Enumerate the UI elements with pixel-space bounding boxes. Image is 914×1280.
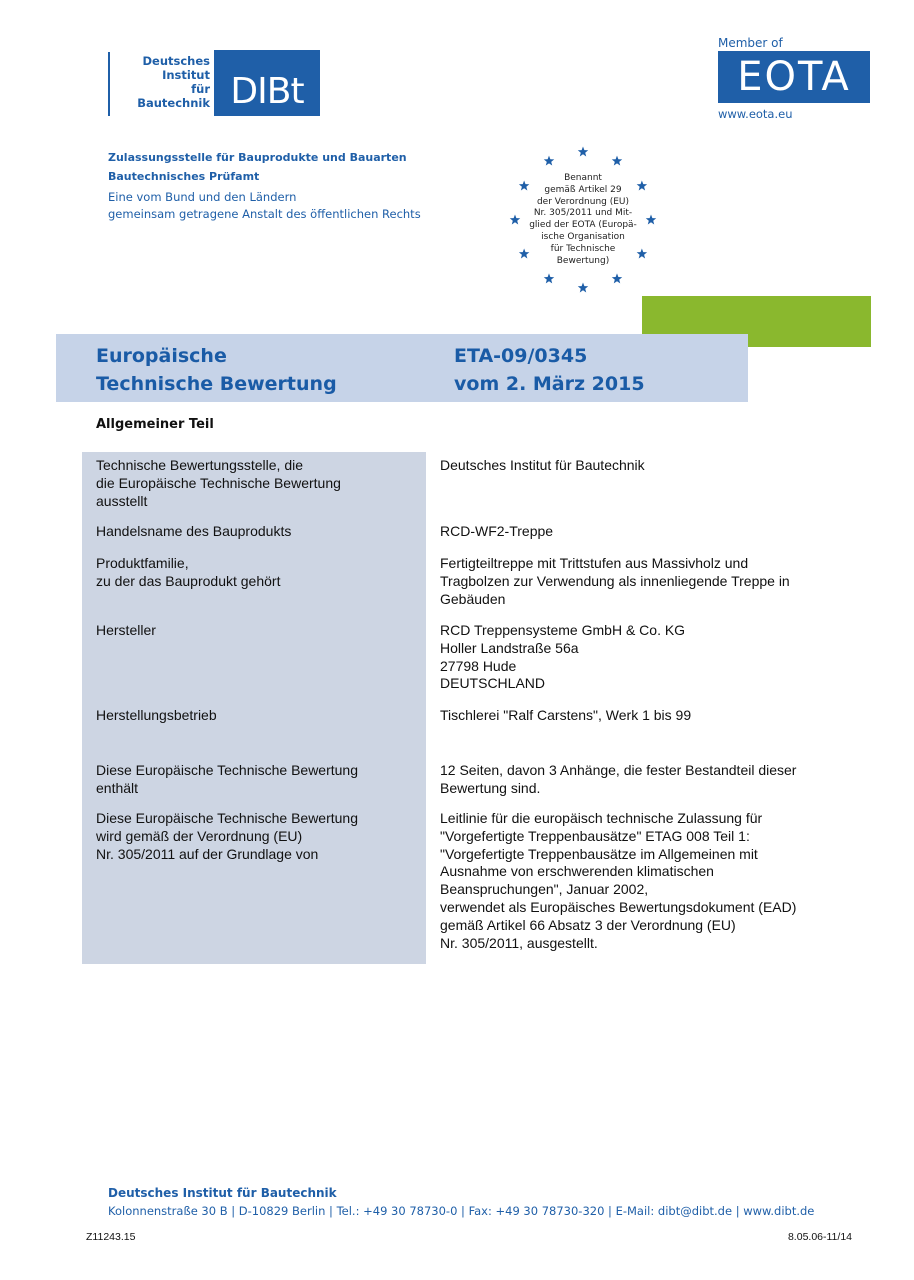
seal-line: glied der EOTA (Europä- bbox=[529, 220, 637, 231]
value-line: RCD Treppensysteme GmbH & Co. KG bbox=[440, 622, 686, 638]
footer-address: Kolonnenstraße 30 B | D-10829 Berlin | Tel.: +49 30 78730-0 | Fax: +49 30 78730-320 | E-Mail: dibt@dibt.de | www.dibt.de bbox=[108, 1204, 815, 1218]
label-line: Diese Europäische Technische Bewertung bbox=[96, 762, 359, 778]
value-line: Ausnahme von erschwerenden klimatischen bbox=[440, 863, 714, 880]
label-line: Hersteller bbox=[96, 622, 156, 638]
footer bbox=[108, 1184, 814, 1220]
star-icon bbox=[612, 273, 622, 283]
star-icon bbox=[544, 273, 554, 283]
institution-line: Bautechnisches Prüfamt bbox=[108, 170, 260, 183]
row-value-assessment-body bbox=[440, 457, 860, 475]
dibt-logo-text bbox=[118, 54, 210, 110]
label-line: Diese Europäische Technische Bewertung bbox=[96, 810, 359, 826]
seal-line: ische Organisation bbox=[541, 231, 625, 242]
section-heading: Allgemeiner Teil bbox=[96, 417, 214, 432]
seal-text bbox=[518, 173, 648, 267]
value-line: verwendet als Europäisches Bewertungsdokument (EAD) bbox=[440, 898, 797, 915]
star-icon bbox=[578, 283, 588, 293]
dibt-logo-mark: DIBt bbox=[214, 50, 320, 116]
value-line: Gebäuden bbox=[440, 590, 506, 607]
document-number bbox=[454, 342, 645, 398]
dibt-logo-line: für bbox=[191, 82, 210, 96]
logo-divider bbox=[108, 52, 110, 116]
row-label-contents bbox=[96, 762, 416, 798]
value-line: Tragbolzen zur Verwendung als innenliegende Treppe in bbox=[440, 572, 790, 589]
star-icon bbox=[578, 147, 588, 157]
row-value-contents bbox=[440, 762, 860, 798]
institution-line: Eine vom Bund und den Ländern bbox=[108, 190, 297, 204]
dibt-logo-line: Bautechnik bbox=[137, 96, 210, 110]
eota-seal bbox=[498, 140, 668, 310]
dibt-logo-line: Institut bbox=[162, 68, 210, 82]
value-line: "Vorgefertigte Treppenbausätze" ETAG 008 Teil 1: bbox=[440, 827, 750, 844]
eota-member-label: Member of bbox=[718, 36, 783, 50]
value-line: 27798 Hude bbox=[440, 657, 517, 674]
label-line: die Europäische Technische Bewertung bbox=[96, 474, 341, 491]
label-line: Herstellungsbetrieb bbox=[96, 707, 217, 723]
seal-line: für Technische bbox=[550, 243, 616, 254]
eta-date: vom 2. März 2015 bbox=[454, 373, 645, 395]
row-value-product-family bbox=[440, 555, 860, 608]
row-value-manufacturer bbox=[440, 622, 860, 693]
row-value-plant bbox=[440, 707, 860, 725]
row-value-trade-name bbox=[440, 523, 860, 541]
eota-url: www.eota.eu bbox=[718, 107, 793, 121]
institution-line: Zulassungsstelle für Bauprodukte und Bauarten bbox=[108, 151, 407, 164]
eota-logo-mark: EOTA bbox=[718, 51, 870, 103]
value-line: RCD-WF2-Treppe bbox=[440, 523, 554, 539]
value-line: 12 Seiten, davon 3 Anhänge, die fester Bestandteil dieser bbox=[440, 762, 797, 778]
star-icon bbox=[612, 156, 622, 166]
seal-line: Bewertung) bbox=[556, 255, 610, 266]
title-line: Europäische bbox=[96, 345, 227, 367]
dibt-logo bbox=[108, 48, 322, 116]
institution-info bbox=[108, 148, 488, 223]
value-line: "Vorgefertigte Treppenbausätze im Allgemeinen mit bbox=[440, 845, 758, 862]
seal-line: der Verordnung (EU) bbox=[536, 196, 630, 207]
label-line: enthält bbox=[96, 779, 139, 796]
value-line: DEUTSCHLAND bbox=[440, 675, 546, 692]
footer-institute-name: Deutsches Institut für Bautechnik bbox=[108, 1186, 337, 1200]
row-label-basis bbox=[96, 810, 416, 863]
value-line: Beanspruchungen", Januar 2002, bbox=[440, 881, 649, 898]
row-label-manufacturer bbox=[96, 622, 416, 640]
value-line: Bewertung sind. bbox=[440, 779, 541, 796]
value-line: Nr. 305/2011, ausgestellt. bbox=[440, 934, 598, 951]
eota-logo bbox=[718, 36, 874, 122]
star-icon bbox=[544, 156, 554, 166]
value-line: gemäß Artikel 66 Absatz 3 der Verordnung (EU) bbox=[440, 916, 736, 933]
value-line: Deutsches Institut für Bautechnik bbox=[440, 457, 645, 473]
dibt-logo-line: Deutsches bbox=[142, 54, 210, 68]
value-line: Leitlinie für die europäisch technische Zulassung für bbox=[440, 810, 763, 826]
seal-line: Nr. 305/2011 und Mit- bbox=[533, 208, 633, 219]
label-line: Nr. 305/2011 auf der Grundlage von bbox=[96, 845, 319, 862]
document-title bbox=[96, 342, 337, 398]
row-label-plant bbox=[96, 707, 416, 725]
label-line: Technische Bewertungsstelle, die bbox=[96, 457, 304, 473]
row-value-basis bbox=[440, 810, 860, 952]
seal-line: gemäß Artikel 29 bbox=[544, 184, 622, 195]
value-line: Holler Landstraße 56a bbox=[440, 639, 579, 656]
label-line: Handelsname des Bauprodukts bbox=[96, 523, 292, 539]
row-label-trade-name bbox=[96, 523, 416, 541]
eta-number: ETA-09/0345 bbox=[454, 345, 588, 367]
value-line: Fertigteiltreppe mit Trittstufen aus Massivholz und bbox=[440, 555, 749, 571]
title-line: Technische Bewertung bbox=[96, 373, 337, 395]
institution-line: gemeinsam getragene Anstalt des öffentlichen Rechts bbox=[108, 207, 421, 221]
row-label-product-family bbox=[96, 555, 416, 591]
document-id: Z11243.15 bbox=[86, 1231, 136, 1243]
row-label-assessment-body bbox=[96, 457, 416, 510]
label-line: wird gemäß der Verordnung (EU) bbox=[96, 827, 303, 844]
label-line: ausstellt bbox=[96, 492, 148, 509]
seal-line: Benannt bbox=[564, 173, 602, 183]
value-line: Tischlerei "Ralf Carstens", Werk 1 bis 99 bbox=[440, 707, 692, 723]
label-line: Produktfamilie, bbox=[96, 555, 189, 571]
form-version: 8.05.06-11/14 bbox=[787, 1231, 852, 1243]
label-line: zu der das Bauprodukt gehört bbox=[96, 572, 281, 589]
